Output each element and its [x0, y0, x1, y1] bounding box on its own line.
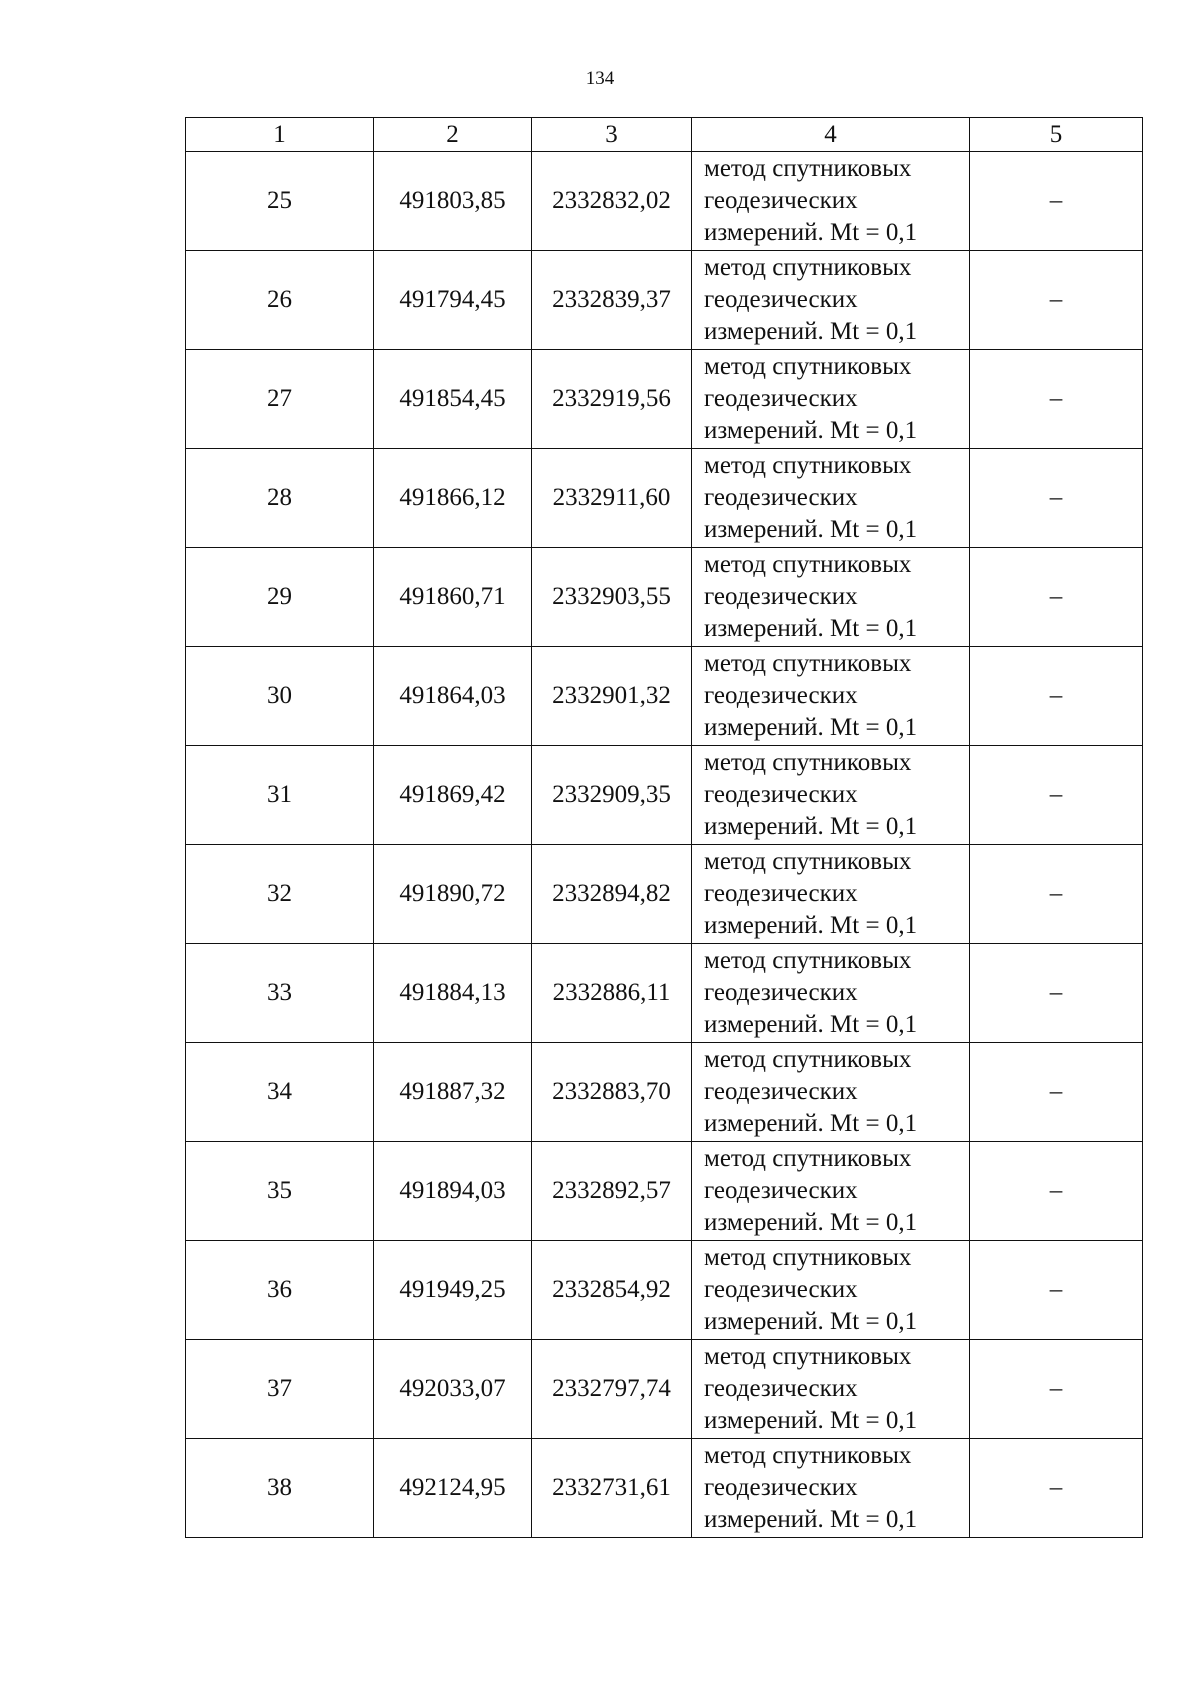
coordinates-table [185, 117, 1143, 1538]
table-row [186, 350, 1143, 449]
method-text-line: геодезических [704, 1078, 858, 1105]
method-text-line: измерений. Mt = 0,1 [704, 714, 918, 741]
method-cell [692, 647, 970, 746]
y-coordinate-cell: 2332909,35 [532, 746, 692, 845]
table-row [186, 845, 1143, 944]
note-cell [970, 251, 1143, 350]
note-dash: – [1049, 781, 1063, 808]
method-text-line: метод спутниковых [704, 353, 912, 380]
method-cell [692, 1340, 970, 1439]
note-dash: – [1049, 187, 1063, 214]
method-text-line: измерений. Mt = 0,1 [704, 1506, 918, 1533]
column-header-2: 2 [374, 118, 532, 152]
note-dash: – [1049, 583, 1063, 610]
method-text-line: геодезических [704, 583, 858, 610]
y-coordinate-cell: 2332731,61 [532, 1439, 692, 1538]
note-dash: – [1049, 1474, 1063, 1501]
method-text-line: метод спутниковых [704, 1343, 912, 1370]
point-number-cell: 38 [186, 1439, 374, 1538]
method-text-line: измерений. Mt = 0,1 [704, 219, 918, 246]
table-row [186, 746, 1143, 845]
table-row [186, 548, 1143, 647]
y-coordinate-cell: 2332919,56 [532, 350, 692, 449]
note-dash: – [1049, 1276, 1063, 1303]
method-text-line: измерений. Mt = 0,1 [704, 1308, 918, 1335]
method-cell [692, 350, 970, 449]
y-coordinate-cell: 2332797,74 [532, 1340, 692, 1439]
method-text-line: геодезических [704, 484, 858, 511]
method-text-line: метод спутниковых [704, 848, 912, 875]
method-text-line: геодезических [704, 880, 858, 907]
method-text-line: метод спутниковых [704, 947, 912, 974]
method-text-line: метод спутниковых [704, 551, 912, 578]
point-number-cell: 31 [186, 746, 374, 845]
note-dash: – [1049, 682, 1063, 709]
y-coordinate-cell: 2332894,82 [532, 845, 692, 944]
method-text-line: метод спутниковых [704, 749, 912, 776]
x-coordinate-cell: 491854,45 [374, 350, 532, 449]
method-text-line: геодезических [704, 286, 858, 313]
note-cell [970, 647, 1143, 746]
column-header-1: 1 [186, 118, 374, 152]
note-cell [970, 746, 1143, 845]
note-cell [970, 1142, 1143, 1241]
y-coordinate-cell: 2332901,32 [532, 647, 692, 746]
header-row [186, 118, 1143, 152]
note-dash: – [1049, 880, 1063, 907]
method-text-line: метод спутниковых [704, 155, 912, 182]
y-coordinate-cell: 2332883,70 [532, 1043, 692, 1142]
point-number-cell: 25 [186, 152, 374, 251]
note-cell [970, 449, 1143, 548]
method-text-line: геодезических [704, 682, 858, 709]
y-coordinate-cell: 2332886,11 [532, 944, 692, 1043]
note-dash: – [1049, 979, 1063, 1006]
method-cell [692, 251, 970, 350]
point-number-cell: 28 [186, 449, 374, 548]
page-number: 134 [585, 68, 615, 89]
method-text-line: метод спутниковых [704, 1442, 912, 1469]
note-cell [970, 1340, 1143, 1439]
point-number-cell: 35 [186, 1142, 374, 1241]
method-cell [692, 845, 970, 944]
column-header-3: 3 [532, 118, 692, 152]
method-text-line: измерений. Mt = 0,1 [704, 1011, 918, 1038]
x-coordinate-cell: 491864,03 [374, 647, 532, 746]
x-coordinate-cell: 492124,95 [374, 1439, 532, 1538]
x-coordinate-cell: 491884,13 [374, 944, 532, 1043]
x-coordinate-cell: 491803,85 [374, 152, 532, 251]
table-row [186, 251, 1143, 350]
method-text-line: геодезических [704, 385, 858, 412]
column-header-4: 4 [692, 118, 970, 152]
method-text-line: метод спутниковых [704, 1046, 912, 1073]
y-coordinate-cell: 2332903,55 [532, 548, 692, 647]
note-cell [970, 1043, 1143, 1142]
method-text-line: метод спутниковых [704, 650, 912, 677]
method-text-line: измерений. Mt = 0,1 [704, 813, 918, 840]
method-cell [692, 1241, 970, 1340]
point-number-cell: 29 [186, 548, 374, 647]
method-text-line: геодезических [704, 1177, 858, 1204]
x-coordinate-cell: 491887,32 [374, 1043, 532, 1142]
method-cell [692, 548, 970, 647]
table-row [186, 944, 1143, 1043]
method-cell [692, 152, 970, 251]
method-text-line: измерений. Mt = 0,1 [704, 516, 918, 543]
point-number-cell: 32 [186, 845, 374, 944]
table-row [186, 1142, 1143, 1241]
point-number-cell: 30 [186, 647, 374, 746]
table-row [186, 1241, 1143, 1340]
x-coordinate-cell: 491860,71 [374, 548, 532, 647]
method-text-line: геодезических [704, 1474, 858, 1501]
method-text-line: измерений. Mt = 0,1 [704, 417, 918, 444]
x-coordinate-cell: 491890,72 [374, 845, 532, 944]
method-cell [692, 1043, 970, 1142]
note-dash: – [1049, 1078, 1063, 1105]
table-row [186, 1043, 1143, 1142]
note-dash: – [1049, 1375, 1063, 1402]
method-text-line: метод спутниковых [704, 1145, 912, 1172]
note-cell [970, 845, 1143, 944]
note-cell [970, 548, 1143, 647]
note-cell [970, 152, 1143, 251]
point-number-cell: 26 [186, 251, 374, 350]
y-coordinate-cell: 2332854,92 [532, 1241, 692, 1340]
method-text-line: метод спутниковых [704, 452, 912, 479]
table-row [186, 1439, 1143, 1538]
method-text-line: измерений. Mt = 0,1 [704, 318, 918, 345]
x-coordinate-cell: 491949,25 [374, 1241, 532, 1340]
x-coordinate-cell: 491866,12 [374, 449, 532, 548]
y-coordinate-cell: 2332911,60 [532, 449, 692, 548]
method-text-line: геодезических [704, 1276, 858, 1303]
method-text-line: геодезических [704, 979, 858, 1006]
x-coordinate-cell: 491894,03 [374, 1142, 532, 1241]
point-number-cell: 27 [186, 350, 374, 449]
table-row [186, 647, 1143, 746]
method-text-line: метод спутниковых [704, 1244, 912, 1271]
note-dash: – [1049, 385, 1063, 412]
table-row [186, 449, 1143, 548]
y-coordinate-cell: 2332832,02 [532, 152, 692, 251]
method-cell [692, 1439, 970, 1538]
table-row [186, 1340, 1143, 1439]
y-coordinate-cell: 2332839,37 [532, 251, 692, 350]
method-text-line: геодезических [704, 1375, 858, 1402]
table-row [186, 152, 1143, 251]
method-text-line: метод спутниковых [704, 254, 912, 281]
point-number-cell: 34 [186, 1043, 374, 1142]
method-text-line: геодезических [704, 781, 858, 808]
column-header-5: 5 [970, 118, 1143, 152]
method-text-line: измерений. Mt = 0,1 [704, 1209, 918, 1236]
note-dash: – [1049, 286, 1063, 313]
x-coordinate-cell: 491869,42 [374, 746, 532, 845]
method-text-line: геодезических [704, 187, 858, 214]
method-text-line: измерений. Mt = 0,1 [704, 1110, 918, 1137]
method-text-line: измерений. Mt = 0,1 [704, 912, 918, 939]
method-cell [692, 944, 970, 1043]
table-body [186, 118, 1143, 1538]
note-cell [970, 350, 1143, 449]
method-cell [692, 746, 970, 845]
method-cell [692, 449, 970, 548]
note-dash: – [1049, 484, 1063, 511]
note-cell [970, 1241, 1143, 1340]
note-cell [970, 1439, 1143, 1538]
point-number-cell: 37 [186, 1340, 374, 1439]
x-coordinate-cell: 492033,07 [374, 1340, 532, 1439]
note-cell [970, 944, 1143, 1043]
method-text-line: измерений. Mt = 0,1 [704, 615, 918, 642]
x-coordinate-cell: 491794,45 [374, 251, 532, 350]
note-dash: – [1049, 1177, 1063, 1204]
point-number-cell: 33 [186, 944, 374, 1043]
method-cell [692, 1142, 970, 1241]
method-text-line: измерений. Mt = 0,1 [704, 1407, 918, 1434]
point-number-cell: 36 [186, 1241, 374, 1340]
y-coordinate-cell: 2332892,57 [532, 1142, 692, 1241]
